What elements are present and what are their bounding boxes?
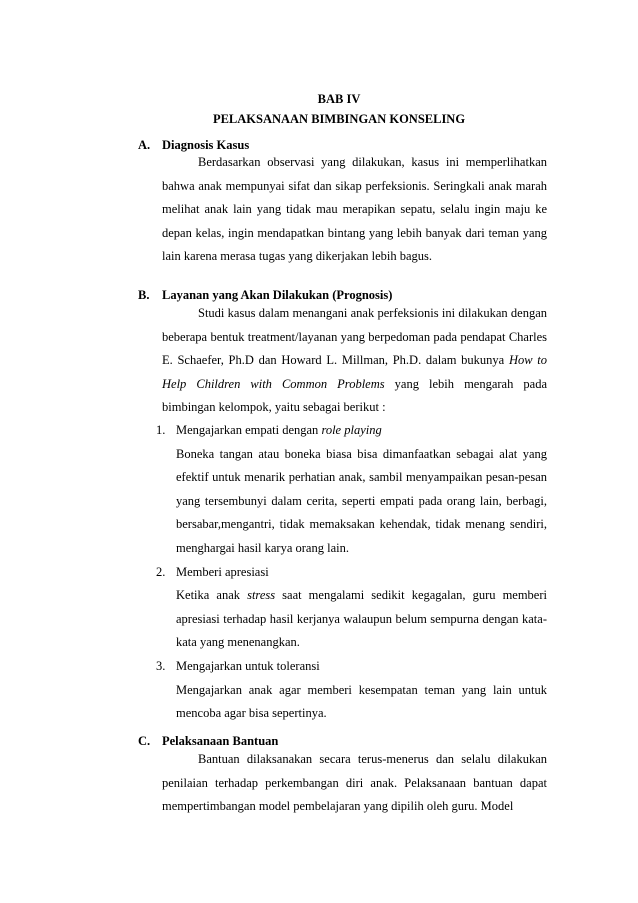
section-a-paragraph bbox=[162, 151, 547, 269]
section-b-text bbox=[162, 302, 547, 420]
section-c-letter: C. bbox=[138, 734, 151, 748]
list-item bbox=[156, 655, 547, 726]
list-item-title: Memberi apresiasi bbox=[176, 564, 269, 579]
section-c-text: Bantuan dilaksanakan secara terus-menerus dan selalu dilakukan penilaian terhadap perkembangan diri anak. Pelaksanaan bantuan dapat mempertimbangan model pembelajaran yang dipilih oleh guru. Model bbox=[162, 752, 547, 814]
section-c-title: Pelaksanaan Bantuan bbox=[162, 734, 279, 748]
section-a-letter: A. bbox=[138, 138, 151, 152]
section-b-paragraph bbox=[162, 302, 547, 420]
list-item-number: 3. bbox=[156, 658, 166, 673]
list-item-body-before: Ketika anak bbox=[176, 588, 248, 603]
section-b-text-before: Studi kasus dalam menangani anak perfeksionis ini dilakukan dengan beberapa bentuk treatment/layanan yang berpedoman pada pendapat Charles E. Schaefer, Ph.D dan Howard L. Millman, Ph.D. dalam bukunya bbox=[162, 306, 547, 368]
list-item-number: 1. bbox=[156, 423, 166, 437]
list-item-number: 2. bbox=[156, 564, 166, 579]
treatment-list bbox=[156, 419, 547, 726]
list-item-body-italic: stress bbox=[247, 588, 276, 603]
section-b-letter: B. bbox=[138, 288, 150, 302]
section-a-text: Berdasarkan observasi yang dilakukan, kasus ini memperlihatkan bahwa anak mempunyai sifat dan sikap perfeksionis. Seringkali anak marah melihat anak lain yang tidak mau merapikan sepatu, selalu ingin maju ke depan kelas, ingin mendapatkan bintang yang lebih banyak dari teman yang lain karena merasa tugas yang dikerjakan lebih bagus. bbox=[162, 155, 547, 264]
section-a-title: Diagnosis Kasus bbox=[162, 138, 250, 152]
list-item-title: Mengajarkan untuk toleransi bbox=[176, 658, 320, 673]
list-item bbox=[156, 561, 547, 655]
chapter-label: BAB IV bbox=[317, 92, 361, 106]
book-title: How to Help Children with Common Problems bbox=[162, 353, 548, 391]
chapter-title: PELAKSANAAN BIMBINGAN KONSELING bbox=[212, 112, 466, 126]
section-b-text-after: yang lebih mengarah pada bimbingan kelompok, yaitu sebagai berikut : bbox=[162, 376, 548, 415]
list-item-body: Boneka tangan atau boneka biasa bisa dimanfaatkan sebagai alat yang efektif untuk menarik perhatian anak, sambil menyampaikan pesan-pesan yang tersembunyi dalam cerita, seperti empati pada orang lain, berbagi, bersabar,mengantri, tidak memaksakan kehendak, tidak menang sendiri, menghargai hasil karya orang lain. bbox=[176, 446, 547, 555]
list-item-body: Mengajarkan anak agar memberi kesempatan teman yang lain untuk mencoba agar bisa sepertinya. bbox=[176, 682, 547, 721]
list-item-title: Mengajarkan empati dengan bbox=[176, 423, 322, 437]
list-item-body-after: saat mengalami sedikit kegagalan, guru memberi apresiasi terhadap hasil kerjanya walaupun belum sempurna dengan kata-kata yang menenangkan. bbox=[176, 588, 547, 650]
section-c-heading bbox=[138, 734, 278, 749]
section-c-paragraph bbox=[162, 748, 547, 819]
list-item-heading bbox=[156, 561, 547, 585]
list-item-heading bbox=[156, 655, 547, 679]
list-item-heading bbox=[156, 419, 547, 443]
section-b-title: Layanan yang Akan Dilakukan (Prognosis) bbox=[162, 288, 393, 302]
section-b-heading bbox=[138, 288, 392, 303]
list-item bbox=[156, 419, 547, 561]
list-item-title-italic: role playing bbox=[321, 423, 382, 437]
list-item-body bbox=[176, 584, 547, 655]
